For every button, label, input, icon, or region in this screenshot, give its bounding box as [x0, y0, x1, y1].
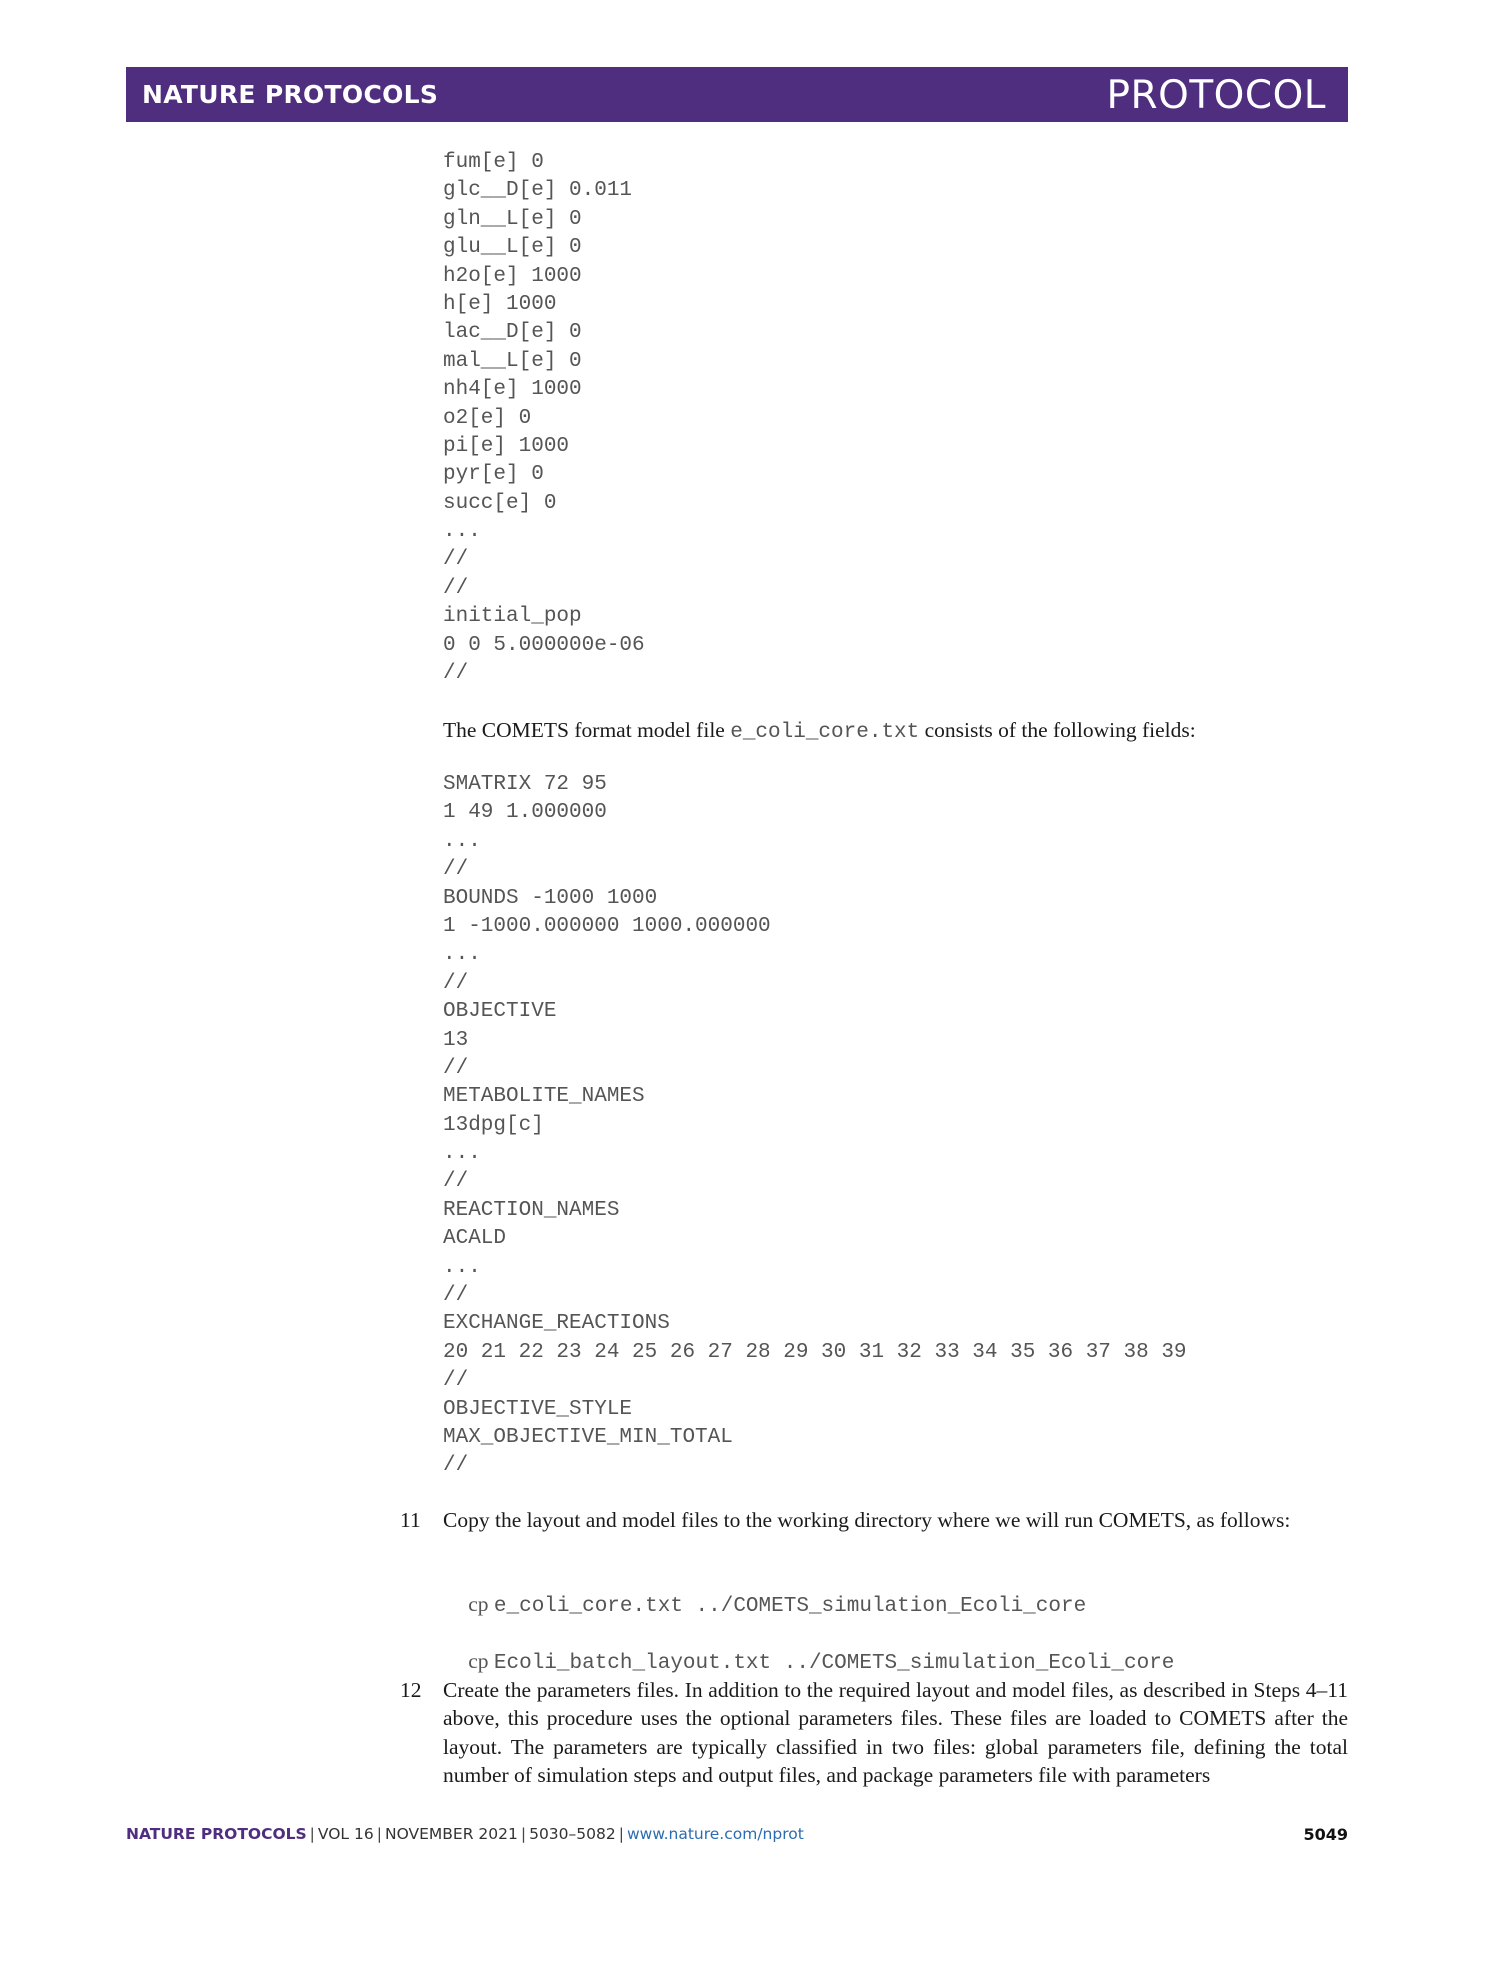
code-line: // [443, 1284, 469, 1308]
code-line: 1 -1000.000000 1000.000000 [443, 914, 771, 938]
article-type: PROTOCOL [1106, 73, 1326, 118]
footer-pages: 5030–5082 [529, 1825, 616, 1843]
code-line: ... [443, 829, 481, 853]
code-line: fum[e] 0 [443, 151, 544, 174]
code-line: // [443, 576, 469, 600]
code-line: // [443, 858, 469, 882]
code-line: MAX_OBJECTIVE_MIN_TOTAL [443, 1425, 733, 1449]
code-line: 0 0 5.000000e-06 [443, 633, 645, 657]
footer-url-link[interactable]: www.nature.com/nprot [626, 1825, 804, 1843]
code-line: OBJECTIVE_STYLE [443, 1397, 633, 1421]
step-text: Create the parameters files. In addition to the required layout and model files, as described in Steps 4–11 above, this procedure uses the optional parameters files. These files are loaded to COMETS after the layout. The parameters are typically classified in two files: global parameters file, defining the total number of simulation steps and output files, and package parameters file with parameters [443, 1678, 1348, 1788]
copy-command-model [443, 1562, 1086, 1622]
footer-volume: VOL 16 [317, 1825, 374, 1843]
page-footer: NATURE PROTOCOLS | VOL 16 | NOVEMBER 2021 | 5030–5082 | www.nature.com/nprot 5049 [126, 1825, 1348, 1844]
code-line: nh4[e] 1000 [443, 378, 582, 402]
code-line: // [443, 1170, 469, 1194]
command-prefix: cp [468, 1592, 494, 1617]
model-code-block [443, 771, 1187, 1481]
model-intro-text-end: consists of the following fields: [919, 718, 1196, 742]
command-prefix: cp [468, 1649, 494, 1674]
code-line: ... [443, 1255, 481, 1279]
command-args: Ecoli_batch_layout.txt ../COMETS_simulation_Ecoli_core [493, 1652, 1175, 1676]
code-line: // [443, 1056, 469, 1080]
code-line: // [443, 662, 469, 686]
code-line: REACTION_NAMES [443, 1198, 620, 1222]
code-line: // [443, 1454, 469, 1478]
code-line: lac__D[e] 0 [443, 321, 582, 345]
code-line: ... [443, 520, 481, 544]
command-args: e_coli_core.txt ../COMETS_simulation_Ecoli_core [493, 1595, 1087, 1619]
page-number: 5049 [1303, 1825, 1348, 1844]
code-line: METABOLITE_NAMES [443, 1085, 645, 1109]
code-line: 1 49 1.000000 [443, 801, 607, 825]
code-line: 13dpg[c] [443, 1113, 544, 1137]
step-text: Copy the layout and model files to the working directory where we will run COMETS, as follows: [443, 1508, 1291, 1532]
code-line: // [443, 971, 469, 995]
model-intro-text: The COMETS format model file [443, 718, 731, 742]
journal-header-bar [126, 67, 1348, 122]
code-line: h[e] 1000 [443, 292, 557, 316]
code-line: glu__L[e] 0 [443, 236, 582, 260]
model-intro-paragraph [443, 716, 1348, 747]
layout-code-block [443, 149, 645, 688]
code-line: gln__L[e] 0 [443, 207, 582, 231]
copy-command-layout [443, 1619, 1174, 1679]
step-number: 11 [400, 1508, 421, 1532]
code-line: pi[e] 1000 [443, 434, 570, 458]
code-line: initial_pop [443, 605, 582, 629]
code-line: o2[e] 0 [443, 406, 532, 430]
code-line: BOUNDS -1000 1000 [443, 886, 658, 910]
code-line: // [443, 548, 469, 572]
code-line: SMATRIX 72 95 [443, 773, 607, 796]
code-line: // [443, 1369, 469, 1393]
code-line: ... [443, 1142, 481, 1166]
code-line: succ[e] 0 [443, 491, 557, 515]
code-line: ... [443, 943, 481, 967]
code-line: ACALD [443, 1227, 507, 1251]
code-line: 13 [443, 1028, 469, 1052]
code-line: pyr[e] 0 [443, 463, 544, 487]
model-filename: e_coli_core.txt [730, 721, 920, 744]
code-line: glc__D[e] 0.011 [443, 179, 633, 203]
code-line: EXCHANGE_REACTIONS [443, 1312, 670, 1336]
step-number: 12 [400, 1678, 422, 1702]
code-line: h2o[e] 1000 [443, 264, 582, 288]
footer-date: NOVEMBER 2021 [384, 1825, 518, 1843]
code-line: mal__L[e] 0 [443, 349, 582, 373]
footer-journal: NATURE PROTOCOLS [126, 1825, 307, 1843]
code-line: OBJECTIVE [443, 1000, 557, 1024]
journal-name: NATURE PROTOCOLS [142, 80, 439, 109]
code-line: 20 21 22 23 24 25 26 27 28 29 30 31 32 33 34 35 36 37 38 39 [443, 1340, 1187, 1364]
